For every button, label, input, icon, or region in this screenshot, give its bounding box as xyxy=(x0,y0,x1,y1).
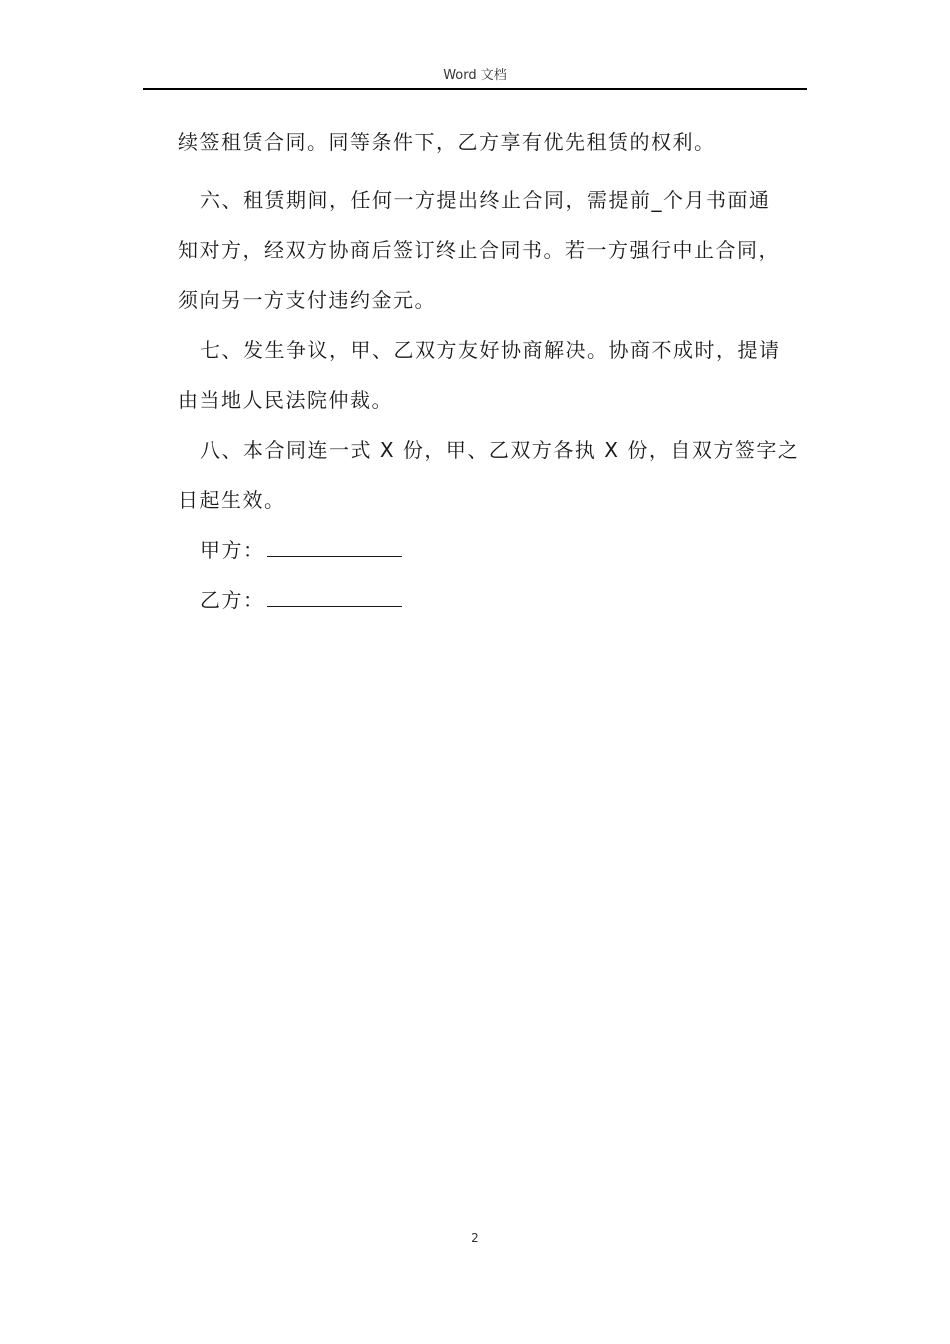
paragraph-line: 六、租赁期间，任何一方提出终止合同，需提前_个月书面通 xyxy=(200,188,771,212)
party-b-label: 乙方： xyxy=(200,588,265,612)
party-a-label: 甲方： xyxy=(200,538,265,562)
page-header: Word 文档 xyxy=(143,66,807,90)
party-a-blank[interactable] xyxy=(267,538,402,557)
party-b-blank[interactable] xyxy=(267,588,402,607)
party-a-signature-line xyxy=(200,536,402,564)
paragraph-line: 由当地人民法院仲裁。 xyxy=(178,388,393,412)
party-b-signature-line xyxy=(200,586,402,614)
paragraph-line: 知对方，经双方协商后签订终止合同书。若一方强行中止合同， xyxy=(178,238,780,262)
paragraph-line: 日起生效。 xyxy=(178,488,286,512)
paragraph-line: 八、本合同连一式 X 份，甲、乙双方各执 X 份，自双方签字之 xyxy=(200,438,800,462)
paragraph-line: 须向另一方支付违约金元。 xyxy=(178,288,436,312)
paragraph-line: 续签租赁合同。同等条件下，乙方享有优先租赁的权利。 xyxy=(178,130,716,154)
paragraph-line: 七、发生争议，甲、乙双方友好协商解决。协商不成时，提请 xyxy=(200,338,781,362)
page-number: 2 xyxy=(471,1231,479,1245)
